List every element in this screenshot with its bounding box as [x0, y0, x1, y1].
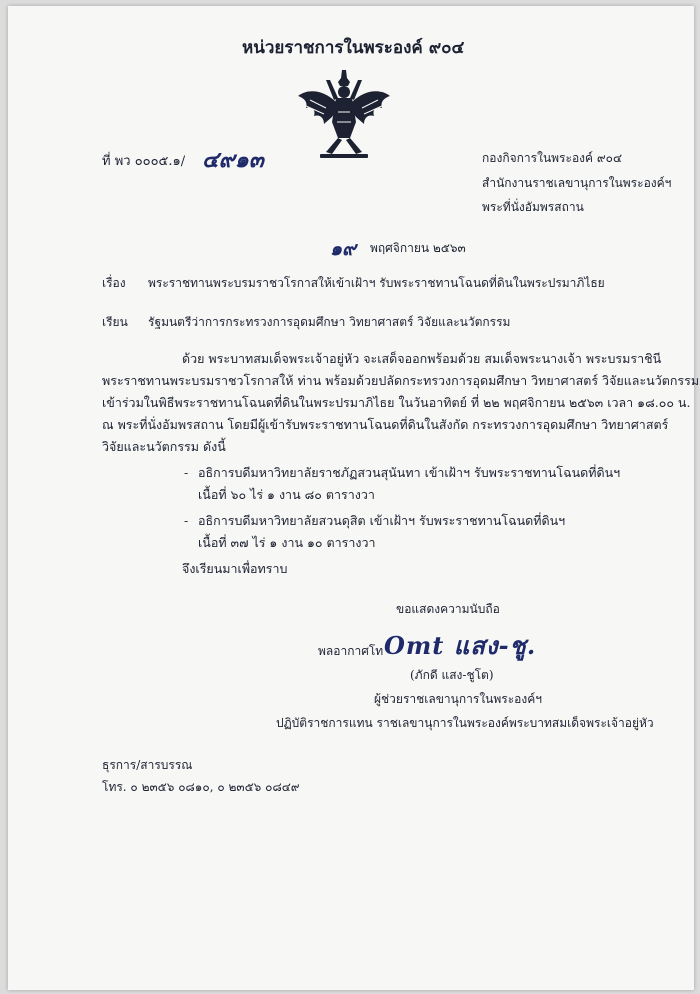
sender-line-2: สำนักงานราชเลขานุการในพระองค์ฯ — [482, 176, 672, 190]
date-day-handwritten: ๑๙ — [330, 238, 356, 260]
sender-line-3: พระที่นั่งอัมพรสถาน — [482, 200, 584, 214]
footer-department: ธุรการ/สารบรรณ — [102, 758, 193, 772]
list-item-2-bullet: - — [184, 513, 189, 528]
closing-line: จึงเรียนมาเพื่อทราบ — [182, 561, 288, 576]
body-line-3: เข้าร่วมในพิธีพระราชทานโฉนดที่ดินในพระปรมาภิไธย ในวันอาทิตย์ ที่ ๒๒ พฤศจิกายน ๒๕๖๓ เวลา ๑๘.๐๐ น. — [102, 395, 691, 410]
body-line-5: วิจัยและนวัตกรรม ดังนี้ — [102, 439, 226, 454]
signatory-position-2: ปฏิบัติราชการแทน ราชเลขานุการในพระองค์พระบาทสมเด็จพระเจ้าอยู่หัว — [276, 716, 654, 730]
signature-rank: พลอากาศโท — [318, 644, 384, 658]
addressee-text: รัฐมนตรีว่าการกระทรวงการอุดมศึกษา วิทยาศาสตร์ วิจัยและนวัตกรรม — [148, 315, 511, 329]
sender-line-1: กองกิจการในพระองค์ ๙๐๔ — [482, 151, 623, 165]
body-line-4: ณ พระที่นั่งอัมพรสถาน โดยมีผู้เข้ารับพระราชทานโฉนดที่ดินในสังกัด กระทรวงการอุดมศึกษา วิทยาศาสตร์ — [102, 417, 669, 432]
list-item-1-line-1: อธิการบดีมหาวิทยาลัยราชภัฏสวนสุนันทา เข้าเฝ้าฯ รับพระราชทานโฉนดที่ดินฯ — [198, 465, 621, 480]
list-item-2-line-2: เนื้อที่ ๓๗ ไร่ ๑ งาน ๑๐ ตารางวา — [198, 535, 376, 550]
signatory-position-1: ผู้ช่วยราชเลขานุการในพระองค์ฯ — [374, 692, 543, 706]
letterhead-title: หน่วยราชการในพระองค์ ๙๐๔ — [242, 38, 465, 58]
subject-label: เรื่อง — [102, 276, 126, 290]
footer-phone: โทร. ๐ ๒๓๕๖ ๐๘๑๐, ๐ ๒๓๕๖ ๐๘๔๙ — [102, 780, 300, 794]
signature-salutation: ขอแสดงความนับถือ — [396, 602, 500, 616]
subject-text: พระราชทานพระบรมราชวโรกาสให้เข้าเฝ้าฯ รับพระราชทานโฉนดที่ดินในพระปรมาภิไธย — [148, 276, 605, 290]
addressee-label: เรียน — [102, 315, 128, 329]
body-line-1: ด้วย พระบาทสมเด็จพระเจ้าอยู่หัว จะเสด็จออกพร้อมด้วย สมเด็จพระนางเจ้า พระบรมราชินี — [182, 351, 662, 366]
letter-page — [8, 6, 700, 990]
reference-handwritten-number: ๔๙๑๓ — [202, 147, 264, 173]
list-item-1-line-2: เนื้อที่ ๖๐ ไร่ ๑ งาน ๘๐ ตารางวา — [198, 487, 375, 502]
garuda-emblem — [296, 68, 392, 162]
list-item-1-bullet: - — [184, 465, 189, 480]
body-line-2: พระราชทานพระบรมราชวโรกาสให้ ท่าน พร้อมด้วยปลัดกระทรวงการอุดมศึกษา วิทยาศาสตร์ วิจัยและนวัตกรรม — [102, 373, 700, 388]
date-month-year: พฤศจิกายน ๒๕๖๓ — [370, 241, 466, 255]
signatory-name: (ภักดี แสง-ชูโต) — [410, 668, 494, 682]
list-item-2-line-1: อธิการบดีมหาวิทยาลัยสวนดุสิต เข้าเฝ้าฯ รับพระราชทานโฉนดที่ดินฯ — [198, 513, 566, 528]
reference-prefix: ที่ พว ๐๐๐๕.๑/ — [102, 154, 186, 169]
handwritten-signature: Omt แสง-ชู. — [384, 631, 537, 660]
